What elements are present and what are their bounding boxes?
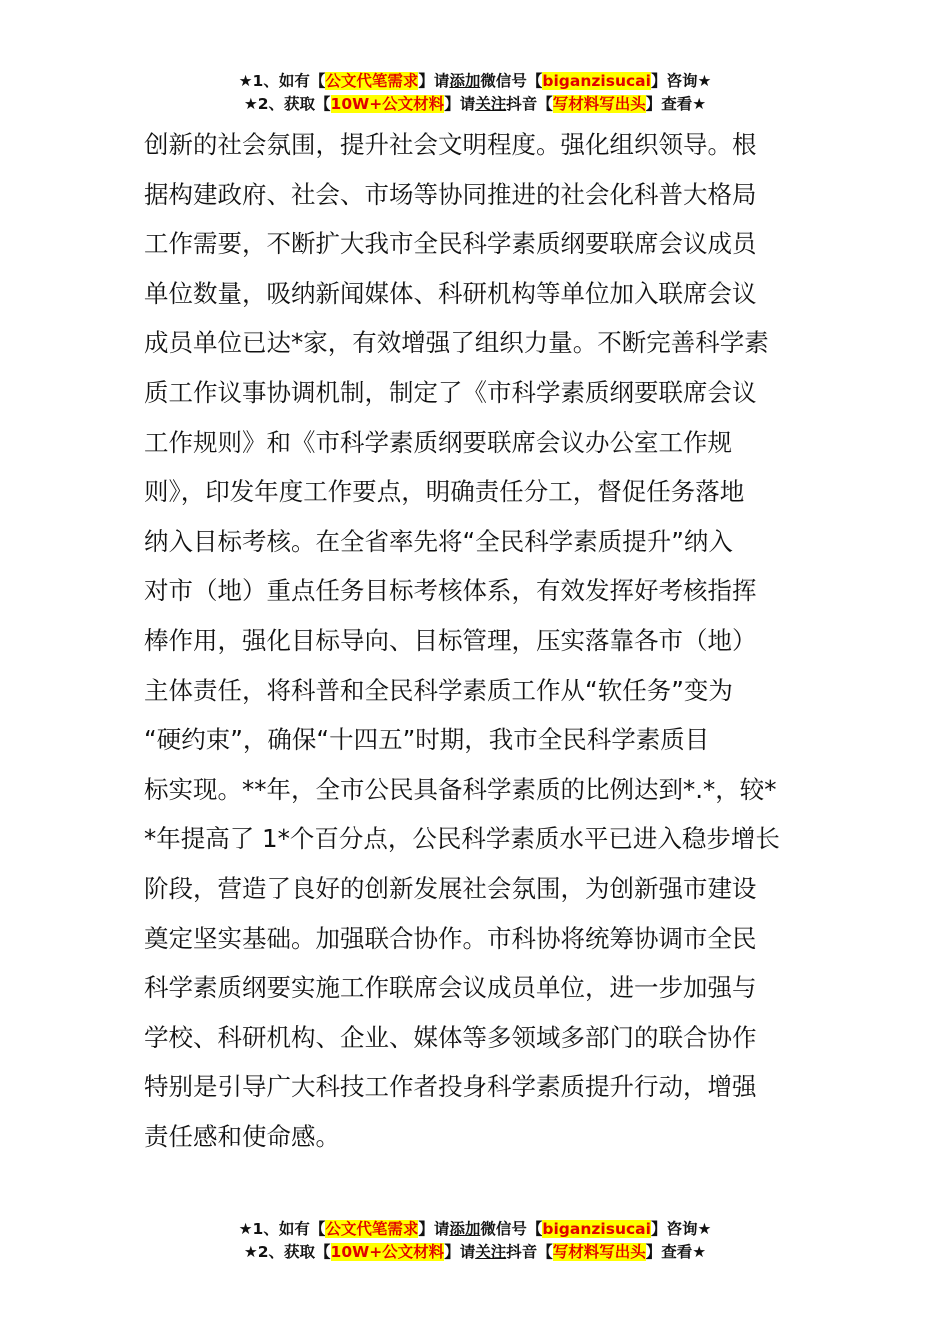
promo-text: 抖音【	[506, 95, 553, 113]
body-line: “硬约束”，确保“十四五”时期，我市全民科学素质目	[144, 725, 710, 755]
body-line: *年提高了 1*个百分点，公民科学素质水平已进入稳步增长	[144, 824, 780, 854]
body-line: 学校、科研机构、企业、媒体等多领域多部门的联合协作	[144, 1022, 757, 1052]
promo-text: 微信号【	[480, 1220, 543, 1238]
promo-text: 】请	[444, 95, 476, 113]
body-line: 则》，印发年度工作要点，明确责任分工，督促任务落地	[144, 477, 745, 507]
body-line: 特别是引导广大科技工作者投身科学素质提升行动，增强	[144, 1072, 757, 1102]
body-line: 成员单位已达*家，有效增强了组织力量。不断完善科学素	[144, 328, 769, 358]
body-line: 据构建政府、社会、市场等协同推进的社会化科普大格局	[144, 179, 757, 209]
promo-text: 微信号【	[480, 72, 543, 90]
promo-text: 】查看★	[645, 95, 707, 113]
body-line: 工作规则》和《市科学素质纲要联席会议办公室工作规	[144, 427, 732, 457]
promo-highlight-wechat-id: biganzisucai	[542, 72, 651, 90]
promo-line-2	[0, 1241, 950, 1264]
body-line: 工作需要，不断扩大我市全民科学素质纲要联席会议成员	[144, 229, 757, 259]
promo-highlight-douyin-id: 写材料写出头	[552, 1243, 646, 1261]
body-line: 质工作议事协调机制，制定了《市科学素质纲要联席会议	[144, 377, 757, 407]
promo-highlight: 10W+公文材料	[330, 95, 445, 113]
body-line: 对市（地）重点任务目标考核体系，有效发挥好考核指挥	[144, 576, 757, 606]
promo-text: ★2、获取【	[243, 1243, 331, 1261]
promo-highlight-wechat-id: biganzisucai	[542, 1220, 651, 1238]
promo-text: 】咨询★	[650, 1220, 712, 1238]
body-line: 创新的社会氛围，提升社会文明程度。强化组织领导。根	[144, 130, 757, 159]
body-line: 纳入目标考核。在全省率先将“全民科学素质提升”纳入	[144, 526, 733, 556]
body-line: 棒作用，强化目标导向、目标管理，压实落靠各市（地）	[144, 625, 757, 655]
promo-text: ★1、如有【	[238, 72, 326, 90]
body-line: 责任感和使命感。	[144, 1121, 340, 1151]
body-line: 标实现。**年，全市公民具备科学素质的比例达到*.*，较*	[144, 774, 777, 804]
promo-underline: 关注	[475, 95, 507, 113]
promo-highlight: 公文代笔需求	[325, 1220, 419, 1238]
promo-text: 】请	[418, 72, 450, 90]
promo-underline: 添加	[449, 1220, 481, 1238]
promo-text: ★2、获取【	[243, 95, 331, 113]
promo-underline: 关注	[475, 1243, 507, 1261]
promo-highlight: 公文代笔需求	[325, 72, 419, 90]
bottom-promo-banner	[0, 1218, 950, 1264]
promo-line-1	[0, 70, 950, 93]
promo-underline: 添加	[449, 72, 481, 90]
body-line: 单位数量，吸纳新闻媒体、科研机构等单位加入联席会议	[144, 278, 757, 308]
body-line: 主体责任，将科普和全民科学素质工作从“软任务”变为	[144, 675, 733, 705]
promo-line-1	[0, 1218, 950, 1241]
promo-text: 】请	[444, 1243, 476, 1261]
document-body	[144, 120, 808, 1161]
promo-text: 抖音【	[506, 1243, 553, 1261]
promo-text: ★1、如有【	[238, 1220, 326, 1238]
promo-text: 】请	[418, 1220, 450, 1238]
top-promo-banner	[0, 70, 950, 116]
body-line: 科学素质纲要实施工作联席会议成员单位，进一步加强与	[144, 973, 757, 1003]
body-line: 奠定坚实基础。加强联合协作。市科协将统筹协调市全民	[144, 923, 757, 953]
body-line: 阶段，营造了良好的创新发展社会氛围，为创新强市建设	[144, 873, 757, 903]
promo-text: 】咨询★	[650, 72, 712, 90]
promo-text: 】查看★	[645, 1243, 707, 1261]
promo-line-2	[0, 93, 950, 116]
promo-highlight-douyin-id: 写材料写出头	[552, 95, 646, 113]
promo-highlight: 10W+公文材料	[330, 1243, 445, 1261]
